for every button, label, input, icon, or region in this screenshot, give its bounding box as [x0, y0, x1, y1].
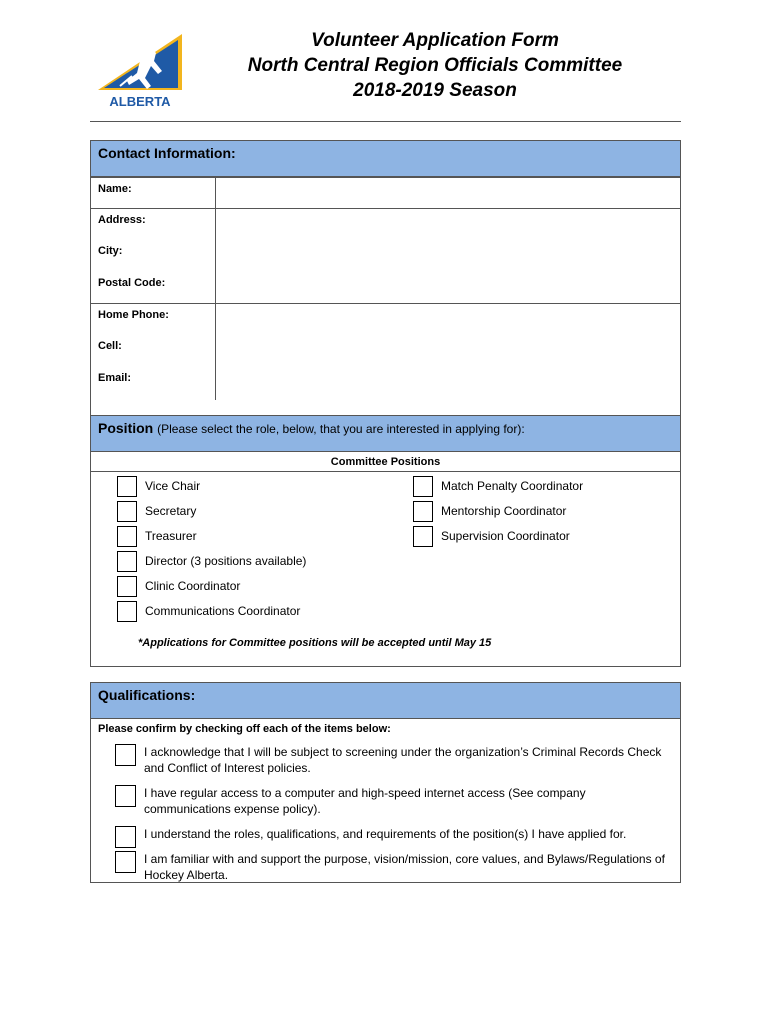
city-label: City: [98, 245, 123, 257]
logo-text: ALBERTA [109, 94, 171, 109]
checkbox[interactable] [115, 851, 136, 873]
checkbox[interactable] [115, 785, 136, 807]
qualifications-section-heading: Qualifications: [91, 683, 680, 719]
checkbox[interactable] [117, 501, 137, 522]
cell-label: Cell: [98, 340, 122, 352]
checkbox[interactable] [115, 826, 136, 848]
form-title [225, 28, 645, 103]
committee-positions-title: Committee Positions [91, 453, 680, 472]
checkbox[interactable] [115, 744, 136, 766]
header-divider [90, 121, 681, 122]
checkbox[interactable] [117, 576, 137, 597]
position-heading-sub: (Please select the role, below, that you are interested in applying for): [157, 422, 525, 436]
home-phone-label: Home Phone: [98, 309, 169, 321]
qualifications-section: Qualifications: Please confirm by checking off each of the items below: I acknowledge that I will be subject to screening under the organization’s Criminal Records Check and Conflict of Interest policies. I have regular access to a computer and high-speed internet access (See company communications expense policy). I understand the roles, qualifications, and requirements of the position(s) I have applied for. I am familiar with and support the purpose, vision/mission, core values, and Bylaws/Regulations of Hockey Alberta. [90, 682, 681, 883]
address-row [91, 208, 680, 304]
title-line-2: North Central Region Officials Committee [247, 55, 623, 76]
title-line-3: 2018-2019 Season [353, 80, 517, 101]
checkbox[interactable] [413, 526, 433, 547]
postal-code-label: Postal Code: [98, 277, 166, 289]
position-section-heading [91, 416, 680, 452]
checkbox[interactable] [117, 551, 137, 572]
contact-information-section [90, 140, 681, 427]
qualifications-intro: Please confirm by checking off each of the items below: [98, 723, 391, 735]
name-label: Name: [98, 183, 132, 195]
checkbox[interactable] [413, 501, 433, 522]
phone-row [91, 303, 680, 400]
position-heading-text: Position [98, 420, 154, 436]
name-row [91, 177, 680, 209]
checkbox[interactable] [117, 476, 137, 497]
address-field[interactable] [216, 209, 680, 304]
contact-section-heading: Contact Information: [91, 141, 680, 177]
hockey-alberta-logo [94, 32, 186, 110]
address-label: Address: [98, 214, 146, 226]
email-label: Email: [98, 372, 132, 384]
checkbox[interactable] [117, 526, 137, 547]
position-section: Position (Please select the role, below, that you are interested in applying for): Committee Positions Vice Chair Secretary Treasurer Director (3 positions available) Clinic Coordinator Communications Coordinator Match Penalty Coordinator Mentorship Coordinator Supervision Coordinator *Applications for Committee positions will be accepted until May 15 [90, 415, 681, 667]
phone-email-field[interactable] [216, 304, 680, 400]
applications-deadline-note: *Applications for Committee positions will be accepted until May 15 [138, 637, 492, 649]
checkbox[interactable] [117, 601, 137, 622]
checkbox[interactable] [413, 476, 433, 497]
name-field[interactable] [216, 178, 680, 209]
title-line-1: Volunteer Application Form [311, 30, 559, 51]
